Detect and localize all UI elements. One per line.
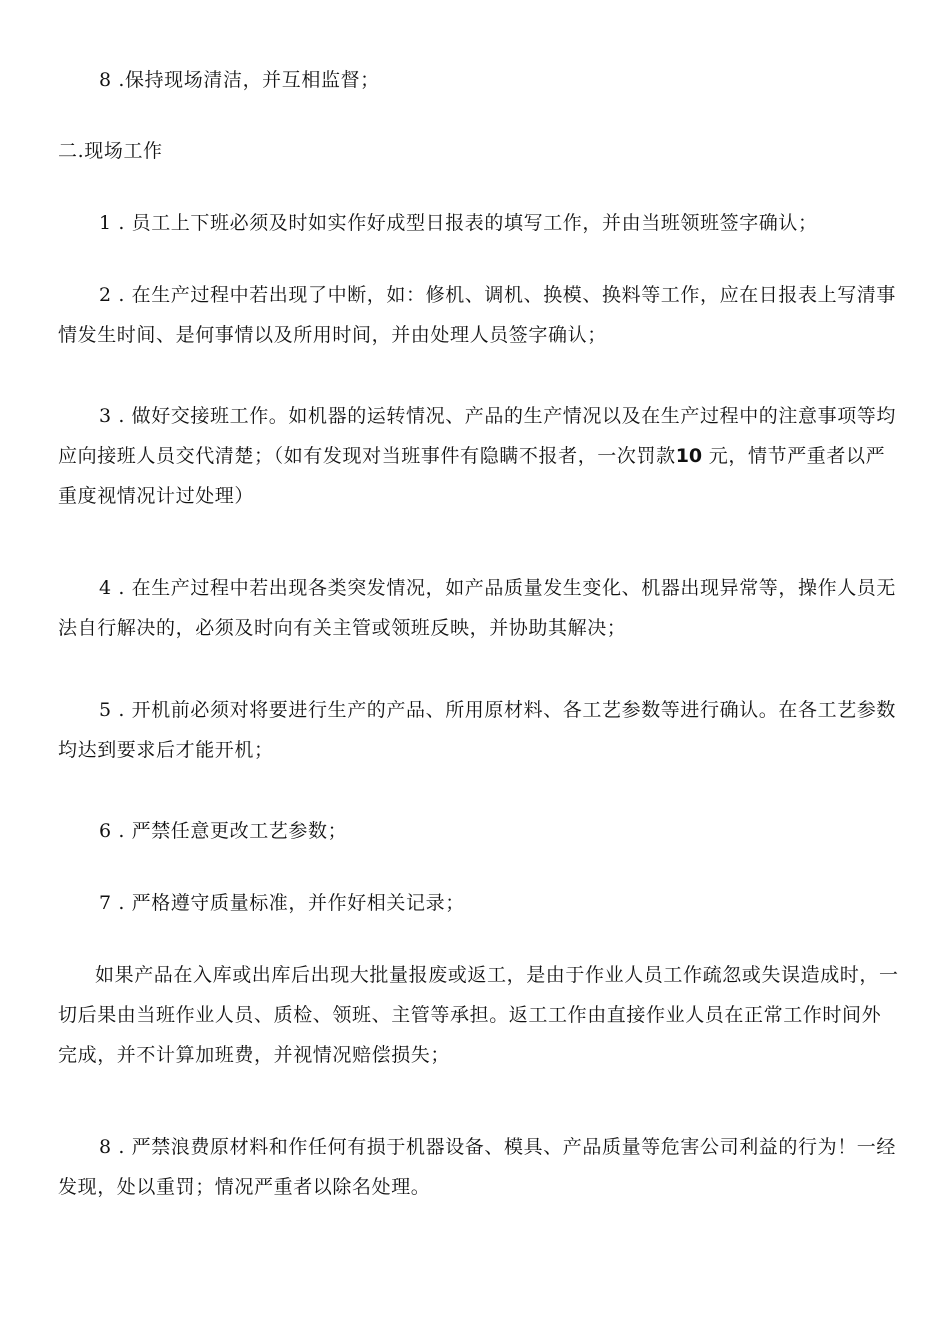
rule-item-8-waste: 8 . 严禁浪费原材料和作任何有损于机器设备、模具、产品质量等危害公司利益的行为！一经发现，处以重罚；情况严重者以除名处理。	[58, 1136, 897, 1198]
rule-item-7: 7 . 严格遵守质量标准，并作好相关记录；	[99, 892, 465, 914]
rule-item-2: 2 . 在生产过程中若出现了中断，如：修机、调机、换模、换料等工作，应在日报表上写清事情发生时间、是何事情以及所用时间，并由处理人员签字确认；	[58, 284, 897, 346]
rule-item-3-text: 3 . 做好交接班工作。如机器的运转情况、产品的生产情况以及在生产过程中的注意事项等均应向接班人员交代清楚；（如有发现对当班事件有隐瞒不报者，一次罚款	[58, 405, 897, 467]
rework-paragraph: 如果产品在入库或出库后出现大批量报废或返工，是由于作业人员工作疏忽或失误造成时，一切后果由当班作业人员、质检、领班、主管等承担。返工工作由直接作业人员在正常工作时间外完成，并不计算加班费，并视情况赔偿损失；	[58, 964, 899, 1066]
rule-item-1: 1 . 员工上下班必须及时如实作好成型日报表的填写工作，并由当班领班签字确认；	[99, 212, 818, 234]
rule-item-3-text-end: 元，情节严重者以严重度视情况计过处理）	[58, 445, 886, 507]
rule-item-5: 5 . 开机前必须对将要进行生产的产品、所用原材料、各工艺参数等进行确认。在各工艺参数均达到要求后才能开机；	[58, 699, 897, 761]
rule-item-8-clean: 8 .保持现场清洁，并互相监督；	[99, 69, 380, 91]
fine-amount: 10	[675, 445, 703, 467]
rule-item-6: 6 . 严禁任意更改工艺参数；	[99, 820, 348, 842]
rule-item-3	[58, 396, 900, 516]
section-heading: 二.现场工作	[58, 140, 163, 162]
rule-item-4: 4 . 在生产过程中若出现各类突发情况，如产品质量发生变化、机器出现异常等，操作人员无法自行解决的，必须及时向有关主管或领班反映，并协助其解决；	[58, 577, 897, 639]
